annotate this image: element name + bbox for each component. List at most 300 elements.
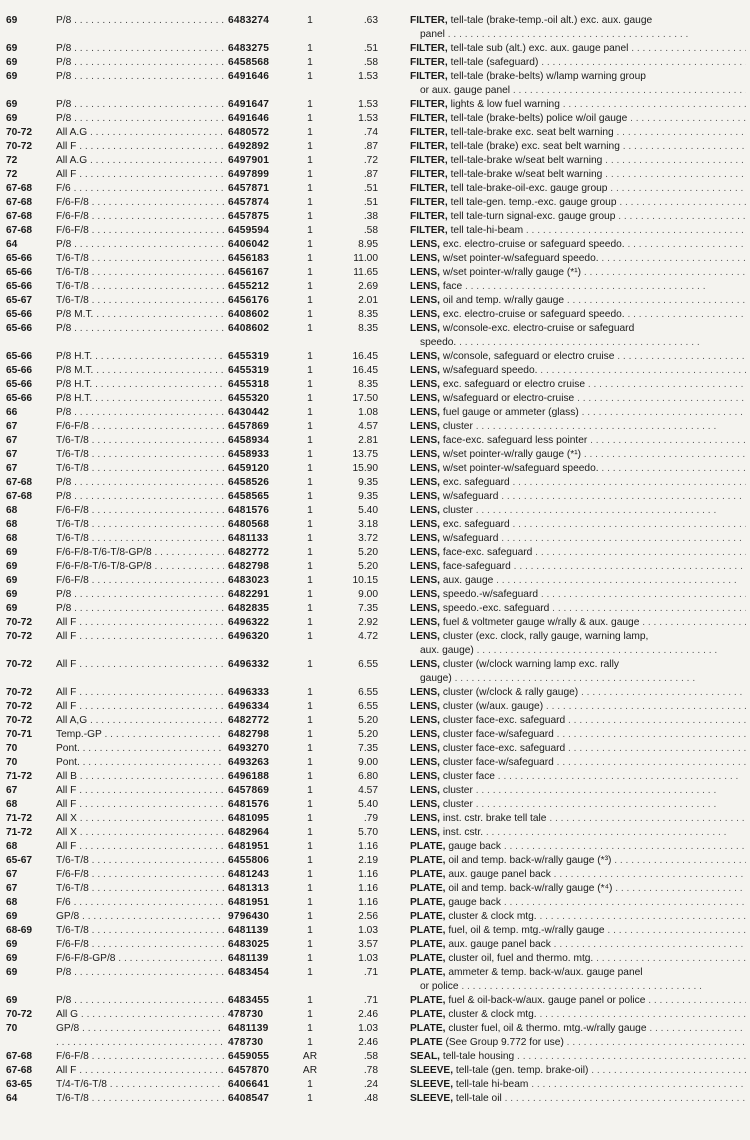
price-cell: .71: [363, 995, 378, 1006]
quantity-cell: 1: [307, 197, 313, 208]
description-cell: [410, 784, 746, 798]
item-description: w/set pointer-w/safeguard speedo.: [442, 253, 599, 264]
model-cell: T/6-T/8 . . .: [56, 294, 224, 308]
part-number-cell: 6458526: [228, 477, 270, 488]
model-cell: All F . . .: [56, 630, 224, 644]
quantity-cell: 1: [307, 15, 313, 26]
year-cell: 71-72: [6, 771, 33, 782]
model-cell: T/6-T/8 . . .: [56, 280, 224, 294]
year-cell: 69: [6, 939, 18, 950]
year-cell: 67-68: [6, 225, 33, 236]
model-cell: F/6 . . .: [56, 896, 224, 910]
table-row: [0, 1078, 750, 1092]
part-number-cell: 6459055: [228, 1051, 270, 1062]
model-cell: T/6-T/8 . . .: [56, 924, 224, 938]
table-row: [0, 462, 750, 476]
year-cell: 64: [6, 1093, 18, 1104]
price-cell: 1.16: [358, 897, 378, 908]
description-cell: [410, 896, 746, 910]
part-number-cell: 6480572: [228, 127, 270, 138]
item-name: LENS,: [410, 351, 441, 362]
price-cell: .79: [363, 813, 378, 824]
item-name: FILTER,: [410, 43, 448, 54]
quantity-cell: 1: [307, 1093, 313, 1104]
price-cell: 7.35: [358, 743, 378, 754]
item-name: FILTER,: [410, 113, 448, 124]
item-name: LENS,: [410, 771, 441, 782]
part-number-cell: 6496320: [228, 631, 270, 642]
item-description: exc. safeguard or electro cruise: [442, 379, 585, 390]
year-cell: 67-68: [6, 477, 33, 488]
parts-list: [0, 14, 750, 1106]
part-number-cell: 6459594: [228, 225, 270, 236]
item-description: ammeter & temp. back-w/aux. gauge panel: [448, 967, 643, 978]
model-cell: GP/8 . . .: [56, 910, 224, 924]
item-description: tell-tale sub (alt.) exc. aux. gauge panel: [450, 43, 629, 54]
part-number-cell: 6430442: [228, 407, 270, 418]
part-number-cell: 6480568: [228, 519, 270, 530]
model-cell: P/8 . . .: [56, 238, 224, 252]
table-row: [0, 616, 750, 630]
item-name: FILTER,: [410, 15, 448, 26]
price-cell: 5.40: [358, 799, 378, 810]
table-row: [0, 350, 750, 364]
description-cell: [410, 1078, 746, 1092]
model-cell: Pont. . . .: [56, 742, 224, 756]
model-cell: F/6-F/8 . . .: [56, 1050, 224, 1064]
description-cell: [410, 42, 746, 56]
price-cell: 1.16: [358, 841, 378, 852]
table-row: [0, 392, 750, 406]
item-description: tell-tale (brake-temp.-oil alt.) exc. aux. gauge: [450, 15, 653, 26]
item-description: tell-tale (safeguard): [450, 57, 539, 68]
item-description: exc. electro-cruise or safeguard speedo.: [442, 239, 625, 250]
model-cell: P/8 M.T. . . .: [56, 364, 224, 378]
item-description: exc. safeguard: [442, 477, 510, 488]
quantity-cell: 1: [307, 841, 313, 852]
quantity-cell: 1: [307, 533, 313, 544]
description-cell: [410, 126, 746, 140]
part-number-cell: 6483455: [228, 995, 270, 1006]
part-number-cell: 6457869: [228, 785, 270, 796]
quantity-cell: 1: [307, 169, 313, 180]
year-cell: 69: [6, 99, 18, 110]
table-row: [0, 154, 750, 168]
model-cell: F/6-F/8-T/6-T/8-GP/8 . . .: [56, 546, 224, 560]
part-number-cell: 6483275: [228, 43, 270, 54]
item-name: SLEEVE,: [410, 1065, 454, 1076]
item-name: LENS,: [410, 463, 441, 474]
part-number-cell: 6458565: [228, 491, 270, 502]
year-cell: 70-72: [6, 617, 33, 628]
table-row: [0, 896, 750, 910]
description-cell: [410, 378, 746, 392]
year-cell: 68: [6, 533, 18, 544]
description-cell: [410, 462, 746, 476]
price-cell: 9.35: [358, 477, 378, 488]
quantity-cell: 1: [307, 939, 313, 950]
description-cell: [410, 728, 746, 742]
model-cell: P/8 . . .: [56, 588, 224, 602]
item-name: FILTER,: [410, 225, 448, 236]
item-name: LENS,: [410, 561, 441, 572]
table-row: [0, 966, 750, 994]
table-row: [0, 70, 750, 98]
item-name: LENS,: [410, 729, 441, 740]
quantity-cell: 1: [307, 827, 313, 838]
price-cell: 5.20: [358, 547, 378, 558]
table-row: [0, 364, 750, 378]
year-cell: 70-72: [6, 659, 33, 670]
year-cell: 70-72: [6, 1009, 33, 1020]
item-name: LENS,: [410, 547, 441, 558]
description-cell: [410, 602, 746, 616]
year-cell: 65-66: [6, 393, 33, 404]
quantity-cell: 1: [307, 785, 313, 796]
item-description: aux. gauge panel back: [448, 869, 551, 880]
quantity-cell: 1: [307, 295, 313, 306]
item-description: tell-tale (gen. temp. brake-oil): [455, 1065, 589, 1076]
year-cell: 70: [6, 757, 18, 768]
quantity-cell: 1: [307, 211, 313, 222]
quantity-cell: 1: [307, 71, 313, 82]
description-cell: [410, 742, 746, 756]
table-row: [0, 266, 750, 280]
item-name: LENS,: [410, 323, 441, 334]
item-name: LENS,: [410, 435, 441, 446]
table-row: [0, 1092, 750, 1106]
description-cell: [410, 924, 746, 938]
item-description: cluster face: [442, 771, 495, 782]
item-description: tell tale-gen. temp.-exc. gauge group: [450, 197, 617, 208]
year-cell: 67: [6, 883, 18, 894]
model-cell: T/6-T/8 . . .: [56, 252, 224, 266]
model-cell: P/8 . . .: [56, 14, 224, 28]
model-cell: All G . . .: [56, 1008, 224, 1022]
description-cell: [410, 560, 746, 574]
description-cell: [410, 308, 746, 322]
item-name: LENS,: [410, 421, 441, 432]
item-name: LENS,: [410, 827, 441, 838]
item-description: cluster: [442, 421, 473, 432]
quantity-cell: 1: [307, 1079, 313, 1090]
year-cell: 69: [6, 575, 18, 586]
part-number-cell: 6482798: [228, 561, 270, 572]
quantity-cell: 1: [307, 813, 313, 824]
item-description: w/set pointer-w/safeguard speedo.: [442, 463, 599, 474]
part-number-cell: 6481139: [228, 925, 269, 936]
description-cell: [410, 294, 746, 308]
item-name: FILTER,: [410, 155, 448, 166]
item-name: PLATE,: [410, 911, 446, 922]
item-description: tell-tale-brake w/seat belt warning: [450, 169, 603, 180]
part-number-cell: 6458934: [228, 435, 270, 446]
model-cell: P/8 . . .: [56, 994, 224, 1008]
description-cell: [410, 14, 746, 42]
description-cell: [410, 224, 746, 238]
price-cell: 11.65: [353, 267, 378, 278]
quantity-cell: AR: [302, 1051, 318, 1062]
table-row: [0, 826, 750, 840]
part-number-cell: 6408547: [228, 1093, 270, 1104]
price-cell: 2.69: [358, 281, 378, 292]
description-cell: [410, 938, 746, 952]
table-row: [0, 588, 750, 602]
quantity-cell: 1: [307, 925, 313, 936]
quantity-cell: 1: [307, 113, 313, 124]
quantity-cell: 1: [307, 449, 313, 460]
year-cell: 67-68: [6, 197, 33, 208]
item-description: fuel & voltmeter gauge w/rally & aux. gauge: [442, 617, 640, 628]
item-name: LENS,: [410, 701, 441, 712]
model-cell: P/8 . . .: [56, 476, 224, 490]
year-cell: 69: [6, 589, 18, 600]
price-cell: 2.46: [358, 1009, 378, 1020]
item-description: inst. cstr. brake tell tale: [442, 813, 547, 824]
table-row: [0, 952, 750, 966]
description-cell: [410, 686, 746, 700]
quantity-cell: 1: [307, 1023, 313, 1034]
quantity-cell: 1: [307, 155, 313, 166]
description-cell: [410, 658, 746, 686]
item-description: w/console, safeguard or electro cruise: [442, 351, 615, 362]
price-cell: 1.16: [358, 869, 378, 880]
price-cell: .87: [363, 169, 378, 180]
item-name: LENS,: [410, 687, 441, 698]
year-cell: 70: [6, 743, 18, 754]
item-description: exc. electro-cruise or safeguard speedo.: [442, 309, 625, 320]
model-cell: All F . . .: [56, 798, 224, 812]
price-cell: 17.50: [352, 393, 378, 404]
price-cell: 16.45: [352, 351, 378, 362]
year-cell: 69: [6, 995, 18, 1006]
table-row: [0, 280, 750, 294]
table-row: [0, 420, 750, 434]
table-row: [0, 756, 750, 770]
price-cell: .58: [363, 225, 378, 236]
description-cell: [410, 616, 746, 630]
item-description: fuel & oil-back-w/aux. gauge panel or police: [448, 995, 646, 1006]
price-cell: 8.35: [358, 309, 378, 320]
year-cell: 65-67: [6, 295, 33, 306]
year-cell: 65-66: [6, 309, 33, 320]
description-cell: [410, 952, 746, 966]
quantity-cell: 1: [307, 127, 313, 138]
item-description: cluster face-w/safeguard: [442, 729, 554, 740]
part-number-cell: 6482772: [228, 715, 270, 726]
quantity-cell: 1: [307, 953, 313, 964]
description-cell: [410, 406, 746, 420]
description-cell: [410, 756, 746, 770]
item-name: LENS,: [410, 617, 441, 628]
price-cell: 5.20: [358, 561, 378, 572]
description-cell: [410, 798, 746, 812]
quantity-cell: 1: [307, 1037, 313, 1048]
price-cell: 3.57: [358, 939, 378, 950]
description-cell: [410, 490, 746, 504]
table-row: [0, 42, 750, 56]
item-description: tell-tale (brake-belts) police w/oil gauge: [450, 113, 628, 124]
model-cell: All F . . .: [56, 658, 224, 672]
description-cell: [410, 854, 746, 868]
price-cell: 5.20: [358, 729, 378, 740]
item-name: FILTER,: [410, 141, 448, 152]
year-cell: 69: [6, 15, 18, 26]
table-row: [0, 308, 750, 322]
description-cell: [410, 168, 746, 182]
item-name: LENS,: [410, 281, 441, 292]
year-cell: 67-68: [6, 491, 33, 502]
part-number-cell: 6493263: [228, 757, 270, 768]
model-cell: All F . . .: [56, 1064, 224, 1078]
quantity-cell: 1: [307, 771, 313, 782]
item-name: PLATE: [410, 1037, 443, 1048]
table-row: [0, 1050, 750, 1064]
part-number-cell: 6483023: [228, 575, 270, 586]
model-cell: T/6-T/8 . . .: [56, 266, 224, 280]
quantity-cell: 1: [307, 659, 313, 670]
price-cell: 6.80: [358, 771, 378, 782]
part-number-cell: 6481133: [228, 533, 269, 544]
price-cell: 5.40: [358, 505, 378, 516]
item-description: cluster oil, fuel and thermo. mtg.: [448, 953, 594, 964]
quantity-cell: 1: [307, 253, 313, 264]
model-cell: F/6-F/8 . . .: [56, 210, 224, 224]
quantity-cell: AR: [302, 1065, 318, 1076]
item-name: PLATE,: [410, 1009, 446, 1020]
quantity-cell: 1: [307, 729, 313, 740]
year-cell: 65-66: [6, 379, 33, 390]
model-cell: All F . . .: [56, 168, 224, 182]
table-row: [0, 182, 750, 196]
item-description: exc. safeguard: [442, 519, 510, 530]
quantity-cell: 1: [307, 421, 313, 432]
price-cell: 6.55: [358, 687, 378, 698]
price-cell: 6.55: [358, 701, 378, 712]
description-cell: [410, 182, 746, 196]
table-row: [0, 742, 750, 756]
model-cell: T/6-T/8 . . .: [56, 518, 224, 532]
price-cell: .58: [363, 57, 378, 68]
part-number-cell: 6483025: [228, 939, 270, 950]
model-cell: P/8 H.T. . . .: [56, 392, 224, 406]
quantity-cell: 1: [307, 379, 313, 390]
price-cell: 2.46: [358, 1037, 378, 1048]
price-cell: 1.03: [358, 1023, 378, 1034]
item-description: cluster: [442, 785, 473, 796]
item-name: FILTER,: [410, 71, 448, 82]
price-cell: 5.70: [358, 827, 378, 838]
part-number-cell: 6492892: [228, 141, 270, 152]
item-description: speedo.-w/safeguard: [442, 589, 539, 600]
table-row: [0, 602, 750, 616]
item-name: PLATE,: [410, 939, 446, 950]
price-cell: .71: [363, 967, 378, 978]
part-number-cell: 6455319: [228, 365, 270, 376]
item-description: tell tale-turn signal-exc. gauge group: [450, 211, 616, 222]
part-number-cell: 6458568: [228, 57, 270, 68]
model-cell: All A,G . . .: [56, 714, 224, 728]
item-description: face-exc. safeguard less pointer: [442, 435, 588, 446]
table-row: [0, 532, 750, 546]
model-cell: F/6-F/8 . . .: [56, 420, 224, 434]
item-name: LENS,: [410, 519, 441, 530]
item-description: cluster (exc. clock, rally gauge, warning lamp,: [442, 631, 649, 642]
model-cell: P/8 . . .: [56, 322, 224, 336]
item-name: LENS,: [410, 743, 441, 754]
item-name: LENS,: [410, 491, 441, 502]
part-number-cell: 6481139: [228, 1023, 269, 1034]
description-cell: [410, 868, 746, 882]
quantity-cell: 1: [307, 225, 313, 236]
item-description: w/set pointer-w/rally gauge (*¹): [442, 449, 582, 460]
part-number-cell: 6491647: [228, 99, 270, 110]
quantity-cell: 1: [307, 617, 313, 628]
item-name: LENS,: [410, 393, 441, 404]
part-number-cell: 6482835: [228, 603, 270, 614]
table-row: [0, 924, 750, 938]
quantity-cell: 1: [307, 603, 313, 614]
item-description: tell-tale hi-beam: [455, 1079, 529, 1090]
year-cell: 69: [6, 113, 18, 124]
part-number-cell: 6457869: [228, 421, 270, 432]
item-description-continued: or aux. gauge panel: [420, 85, 511, 96]
item-description: w/safeguard speedo.: [442, 365, 538, 376]
part-number-cell: 6481243: [228, 869, 270, 880]
year-cell: 68: [6, 505, 18, 516]
part-number-cell: 6481576: [228, 799, 270, 810]
price-cell: 2.81: [358, 435, 378, 446]
year-cell: 70-72: [6, 631, 33, 642]
part-number-cell: 478730: [228, 1037, 264, 1048]
model-cell: Pont. . . .: [56, 756, 224, 770]
table-row: [0, 434, 750, 448]
model-cell: T/6-T/8 . . .: [56, 1092, 224, 1106]
item-name: LENS,: [410, 449, 441, 460]
year-cell: 69: [6, 603, 18, 614]
item-name: PLATE,: [410, 1023, 446, 1034]
price-cell: 2.19: [358, 855, 378, 866]
year-cell: 69: [6, 71, 18, 82]
quantity-cell: 1: [307, 547, 313, 558]
description-cell: [410, 574, 746, 588]
year-cell: 65-66: [6, 281, 33, 292]
price-cell: 1.08: [358, 407, 378, 418]
price-cell: .87: [363, 141, 378, 152]
model-cell: T/6-T/8 . . .: [56, 434, 224, 448]
model-cell: P/8 . . .: [56, 98, 224, 112]
part-number-cell: 6408602: [228, 323, 270, 334]
quantity-cell: 1: [307, 631, 313, 642]
price-cell: 5.20: [358, 715, 378, 726]
price-cell: 1.53: [358, 71, 378, 82]
part-number-cell: 6483454: [228, 967, 270, 978]
description-cell: [410, 546, 746, 560]
item-description: cluster & clock mtg.: [448, 1009, 537, 1020]
price-cell: .51: [363, 183, 378, 194]
quantity-cell: 1: [307, 407, 313, 418]
item-name: LENS,: [410, 757, 441, 768]
price-cell: 9.00: [358, 589, 378, 600]
part-number-cell: 6482291: [228, 589, 270, 600]
description-cell: [410, 966, 746, 994]
quantity-cell: 1: [307, 239, 313, 250]
part-number-cell: 6455320: [228, 393, 270, 404]
part-number-cell: 6406641: [228, 1079, 270, 1090]
item-description: w/safeguard: [442, 491, 499, 502]
year-cell: 72: [6, 169, 18, 180]
part-number-cell: 6481951: [228, 841, 270, 852]
